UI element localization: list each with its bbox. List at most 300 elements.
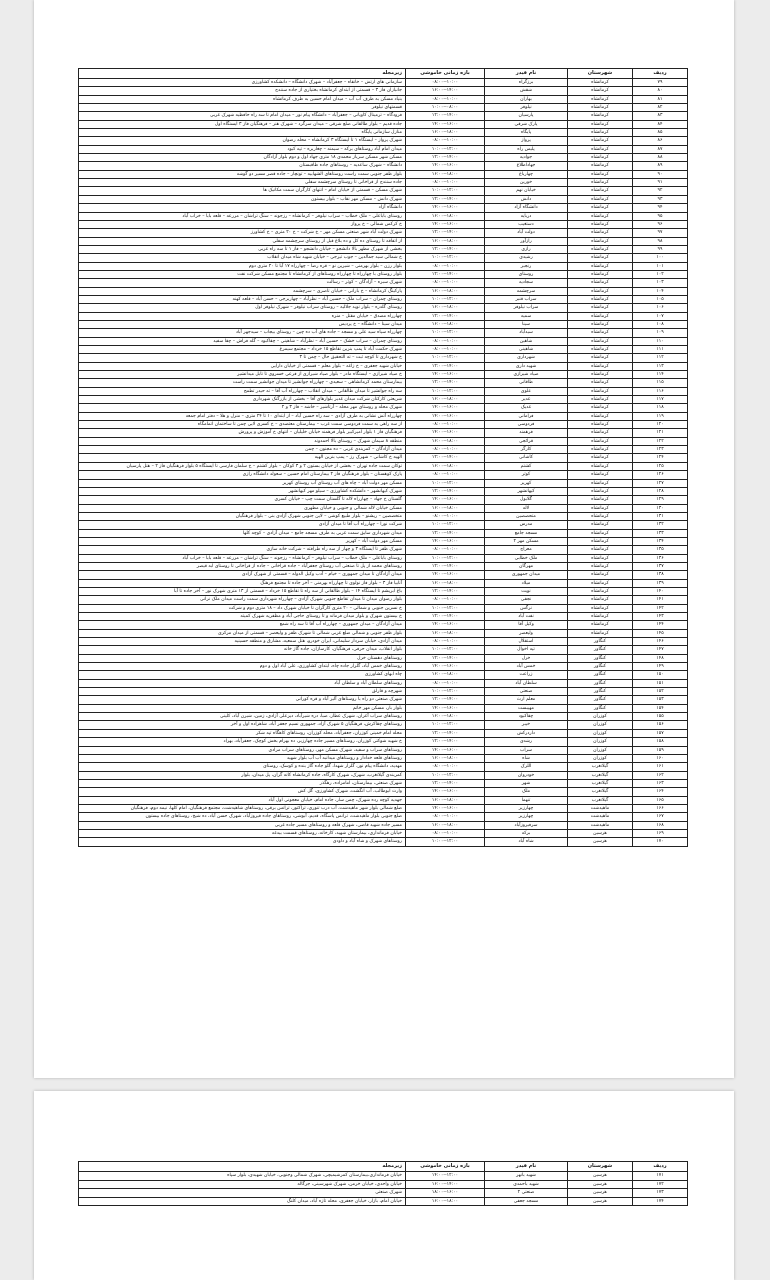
cell-row-number: ۱۵۷ bbox=[633, 729, 688, 737]
cell-route: خیابان امام، بازار، خیابان جعفری، محله تازه آباد، میدان کلنگ bbox=[79, 1197, 406, 1206]
table-row bbox=[79, 654, 688, 662]
cell-route: شهرک صنعتی، بیمارستان، امامزاده، رهگذر bbox=[79, 779, 406, 787]
cell-route: شرکت نورا – چهارراه آب آقا تا میدان آزادی bbox=[79, 521, 406, 529]
cell-city: کرمانشاه bbox=[568, 579, 633, 587]
cell-city: کرمانشاه bbox=[568, 546, 633, 554]
cell-route: شهرک دانش – مسکن مهر نقاب – بلوار بیستون bbox=[79, 195, 406, 203]
cell-row-number: ۱۴۰ bbox=[633, 587, 688, 595]
cell-feeder: غدیک bbox=[485, 404, 568, 412]
cell-feeder: مسجد جعفی bbox=[485, 1197, 568, 1206]
cell-row-number: ۹۳ bbox=[633, 195, 688, 203]
cell-city: کرمانشاه bbox=[568, 254, 633, 262]
cell-feeder: سرفیروزآباد bbox=[485, 821, 568, 829]
table-row bbox=[79, 95, 688, 103]
cell-route: روستاهای شهرک و شاه آباد و داودی bbox=[79, 838, 406, 846]
cell-row-number: ۱۱۴ bbox=[633, 371, 688, 379]
cell-time: ۱۰:۰۰--۰۸:۰۰ bbox=[406, 471, 485, 479]
cell-time: ۱۴:۰۰--۱۲:۰۰ bbox=[406, 454, 485, 462]
cell-feeder: بهاران bbox=[485, 95, 568, 103]
cell-time: ۱۲:۰۰--۱۰:۰۰ bbox=[406, 554, 485, 562]
cell-route: بنیاد مسکن به طرف آب آب – میدان امام حسین به طرف کرمانشاه bbox=[79, 95, 406, 103]
cell-feeder: تنهما bbox=[485, 796, 568, 804]
cell-feeder: استقلال bbox=[485, 638, 568, 646]
cell-route: خیابان شهید جعفری – خ زاغه – بلوار معلم – قسمتی از خیابان دارایی bbox=[79, 362, 406, 370]
cell-city: ماهیدشت bbox=[568, 813, 633, 821]
cell-city: کرمانشاه bbox=[568, 446, 633, 454]
cell-city: کرمانشاه bbox=[568, 129, 633, 137]
cell-feeder: کارگر bbox=[485, 446, 568, 454]
cell-route: پارک کوهستان – بلوار فرهنگیان فاز ۲ بیمارستان امام حسین – سعولد دانشگاه رازی bbox=[79, 471, 406, 479]
cell-time: ۱۴:۰۰--۱۲:۰۰ bbox=[406, 154, 485, 162]
cell-route: خ کرکس شمالی – خ پرواز bbox=[79, 220, 406, 228]
cell-route: روستاهای خمس آباد، گلزار جاده چاه، ابتدای کشاورزی، علی آباد اول و دوم bbox=[79, 663, 406, 671]
cell-time: ۱۲:۰۰--۱۰:۰۰ bbox=[406, 521, 485, 529]
cell-feeder: کشتم bbox=[485, 462, 568, 470]
cell-route: شهرچه و قارلق bbox=[79, 688, 406, 696]
cell-row-number: ۱۰۵ bbox=[633, 295, 688, 303]
cell-route: میدان آزادی، خیابان سردار سلیمانی، ایران خودرو، هتل سمعیه، مشارق و منطقه حسینیه bbox=[79, 638, 406, 646]
cell-route: خیابان فرمانداری،بیمارستان کمرشیمیچی، شهرک شمالی وجنوبی، خیابان شهیدی، بلوار سپاه bbox=[79, 1172, 406, 1181]
cell-time: ۱۶:۰۰--۱۸:۰۰ bbox=[406, 1189, 485, 1198]
table-body bbox=[79, 79, 688, 847]
cell-time: ۱۶:۰۰--۱۴:۰۰ bbox=[406, 412, 485, 420]
cell-feeder: سراب نیلوفر bbox=[485, 304, 568, 312]
cell-route: سازمانی های ارتش – خانقاه – جعفرآباد – شهرک دانشگاه – دانشکده کشاورزی bbox=[79, 79, 406, 87]
cell-city: کرمانشاه bbox=[568, 79, 633, 87]
cell-feeder: کهریز bbox=[485, 479, 568, 487]
cell-time: ۱۰:۰۰--۰۸:۰۰ bbox=[406, 446, 485, 454]
cell-row-number: ۱۴۳ bbox=[633, 613, 688, 621]
cell-time: ۱۰:۰۰--۰۸:۰۰ bbox=[406, 813, 485, 821]
table-row bbox=[79, 145, 688, 153]
cell-time: ۱۶:۰۰--۱۴:۰۰ bbox=[406, 663, 485, 671]
cell-feeder: خودروان bbox=[485, 771, 568, 779]
table-row bbox=[79, 604, 688, 612]
table-row bbox=[79, 646, 688, 654]
cell-route: جاده سنندج از قراخانی تا روستای سرچشمه سفلی bbox=[79, 179, 406, 187]
cell-feeder: خمس آباد bbox=[485, 663, 568, 671]
cell-time: ۱۸:۰۰--۱۶:۰۰ bbox=[406, 754, 485, 762]
table-header-row bbox=[79, 69, 688, 79]
cell-row-number: ۱۴۴ bbox=[633, 621, 688, 629]
cell-row-number: ۸۳ bbox=[633, 112, 688, 120]
cell-feeder: رشدی bbox=[485, 738, 568, 746]
cell-city: کرمانشاه bbox=[568, 329, 633, 337]
cell-city: کرمانشاه bbox=[568, 187, 633, 195]
cell-city: کوزران bbox=[568, 754, 633, 762]
outage-schedule-table bbox=[78, 68, 688, 847]
cell-city: کوزران bbox=[568, 721, 633, 729]
table-row bbox=[79, 804, 688, 812]
cell-row-number: ۱۱۰ bbox=[633, 337, 688, 345]
document-page-1 bbox=[34, 0, 734, 1078]
cell-feeder: مسکن مهر ۲ bbox=[485, 537, 568, 545]
cell-row-number: ۸۹ bbox=[633, 162, 688, 170]
cell-row-number: ۱۳۴ bbox=[633, 537, 688, 545]
cell-city: هرسین bbox=[568, 1180, 633, 1189]
cell-city: کرمانشاه bbox=[568, 396, 633, 404]
cell-city: کرمانشاه bbox=[568, 462, 633, 470]
cell-route: جهدیه کوچه رده شهرک، چمن سار، جاده امام، خیابان معجونی اول آباد bbox=[79, 796, 406, 804]
cell-route: میدان شهرداری سایق سمت غربی به طرف مسجد جامع – میدان آزادی – کوچه کلها bbox=[79, 529, 406, 537]
cell-row-number: ۱۵۱ bbox=[633, 679, 688, 687]
table-row bbox=[79, 112, 688, 120]
cell-feeder: کیهانشهر bbox=[485, 487, 568, 495]
cell-time: ۱۲:۰۰--۱۰:۰۰ bbox=[406, 295, 485, 303]
cell-feeder: سراب قنبر bbox=[485, 295, 568, 303]
cell-route: دانشگاه آزاد bbox=[79, 204, 406, 212]
cell-feeder: زراعت bbox=[485, 671, 568, 679]
cell-route: شهرک صنعتی bbox=[79, 1189, 406, 1198]
table-row bbox=[79, 371, 688, 379]
cell-row-number: ۱۳۶ bbox=[633, 554, 688, 562]
table-row bbox=[79, 638, 688, 646]
cell-time: ۱۴:۰۰--۱۲:۰۰ bbox=[406, 729, 485, 737]
cell-route: شهرک دولت آباد شهر صنعتی مسکن مهر – خ شرکت – خ ۲۰ متری – خ کشاورز bbox=[79, 229, 406, 237]
table-row bbox=[79, 204, 688, 212]
cell-feeder: چهارباغ bbox=[485, 170, 568, 178]
cell-row-number: ۱۲۱ bbox=[633, 429, 688, 437]
cell-time: ۱۴:۰۰--۱۶:۰۰ bbox=[406, 1180, 485, 1189]
cell-feeder: گلابول bbox=[485, 496, 568, 504]
table-row bbox=[79, 1189, 688, 1198]
cell-time: ۱۶:۰۰--۱۴:۰۰ bbox=[406, 537, 485, 545]
table-row bbox=[79, 279, 688, 287]
cell-city: کرمانشاه bbox=[568, 421, 633, 429]
cell-time: ۱۲:۰۰--۱۰:۰۰ bbox=[406, 187, 485, 195]
cell-city: کرمانشاه bbox=[568, 154, 633, 162]
cell-time: ۱۴:۰۰--۱۲:۰۰ bbox=[406, 613, 485, 621]
cell-time: ۱۴:۰۰--۱۲:۰۰ bbox=[406, 195, 485, 203]
cell-route: مسیر جاده شهید قاضی، شهرک قلعه و روستاهای مسیر جاده غربی bbox=[79, 821, 406, 829]
cell-city: کرمانشاه bbox=[568, 496, 633, 504]
cell-city: کرمانشاه bbox=[568, 587, 633, 595]
cell-time: ۱۴:۰۰--۱۲:۰۰ bbox=[406, 112, 485, 120]
table-row bbox=[79, 379, 688, 387]
cell-row-number: ۱۶۹ bbox=[633, 829, 688, 837]
cell-row-number: ۱۳۳ bbox=[633, 529, 688, 537]
cell-route: باغ ابریشم تا ایستگاه ۱۴ – بلوار طالقانی از سه راه تا تقاطع ۱۵ خرداد – قسمتی از ۱۳ متری شهرک نور – آخر جاده تا آبا bbox=[79, 587, 406, 595]
table-row bbox=[79, 245, 688, 253]
cell-feeder: ملک bbox=[485, 788, 568, 796]
table-row bbox=[79, 429, 688, 437]
cell-route: مسکن مهر دولت آباد – چاه های آب روستای آب روستای کهریز bbox=[79, 479, 406, 487]
cell-city: کرمانشاه bbox=[568, 537, 633, 545]
table-row bbox=[79, 713, 688, 721]
cell-city: هرسین bbox=[568, 1172, 633, 1181]
cell-feeder: خیابان نهم bbox=[485, 187, 568, 195]
cell-time: ۱۴:۰۰--۱۲:۰۰ bbox=[406, 562, 485, 570]
table-row bbox=[79, 1197, 688, 1206]
cell-city: گیلانغرب bbox=[568, 763, 633, 771]
cell-feeder: اللرک bbox=[485, 763, 568, 771]
cell-route: روستای چمران – سراب ملک – حسین آباد – نظرآباد – چهاربرجی – حسن آباد – قلعه کهنه bbox=[79, 295, 406, 303]
table-row bbox=[79, 829, 688, 837]
cell-time: ۱۰:۰۰--۰۸:۰۰ bbox=[406, 829, 485, 837]
cell-time: ۱۶:۰۰--۱۴:۰۰ bbox=[406, 429, 485, 437]
cell-row-number: ۸۸ bbox=[633, 154, 688, 162]
cell-city: کرمانشاه bbox=[568, 487, 633, 495]
cell-city: کرمانشاه bbox=[568, 145, 633, 153]
cell-route: سه راه جوانشیر تا میدان طالقانی – میدان انقلاب – چهارراه آب آقا – ته حیدر تطمح bbox=[79, 387, 406, 395]
cell-time: ۱۸:۰۰--۱۶:۰۰ bbox=[406, 237, 485, 245]
table-row bbox=[79, 437, 688, 445]
cell-route: میدان سینا – دانشگاه – خ پردیس bbox=[79, 320, 406, 328]
cell-feeder: شهرداری bbox=[485, 354, 568, 362]
cell-time: ۱۶:۰۰--۱۴:۰۰ bbox=[406, 220, 485, 228]
cell-city: کوزران bbox=[568, 746, 633, 754]
cell-city: کرمانشاه bbox=[568, 554, 633, 562]
cell-city: کرمانشاه bbox=[568, 379, 633, 387]
cell-row-number: ۱۳۸ bbox=[633, 571, 688, 579]
cell-feeder: غدیر bbox=[485, 396, 568, 404]
cell-route: بلوار رزن – بلوار بهرمنی – شیرین نو – قره رضا – چهارراه ۱۷ آبا تا ۲۰ متری دوم bbox=[79, 262, 406, 270]
cell-feeder: برزگراه bbox=[485, 79, 568, 87]
cell-feeder: دولت آباد bbox=[485, 229, 568, 237]
cell-row-number: ۹۹ bbox=[633, 245, 688, 253]
cell-time: ۱۰:۰۰--۰۸:۰۰ bbox=[406, 679, 485, 687]
cell-time: ۱۴:۰۰--۱۲:۰۰ bbox=[406, 696, 485, 704]
cell-feeder: نیلوفر bbox=[485, 104, 568, 112]
cell-time: ۱۸:۰۰--۱۶:۰۰ bbox=[406, 287, 485, 295]
table-row bbox=[79, 162, 688, 170]
cell-row-number: ۱۱۹ bbox=[633, 412, 688, 420]
cell-row-number: ۹۴ bbox=[633, 204, 688, 212]
cell-city: کنگاور bbox=[568, 671, 633, 679]
table-row bbox=[79, 287, 688, 295]
cell-city: کرمانشاه bbox=[568, 571, 633, 579]
cell-city: کرمانشاه bbox=[568, 521, 633, 529]
table-row bbox=[79, 621, 688, 629]
cell-row-number: ۱۱۷ bbox=[633, 396, 688, 404]
cell-row-number: ۱۶۸ bbox=[633, 821, 688, 829]
cell-city: کنگاور bbox=[568, 663, 633, 671]
cell-city: کرمانشاه bbox=[568, 229, 633, 237]
cell-city: کرمانشاه bbox=[568, 604, 633, 612]
table-row bbox=[79, 788, 688, 796]
table-row bbox=[79, 387, 688, 395]
cell-feeder: شاهین bbox=[485, 337, 568, 345]
cell-city: هرسین bbox=[568, 838, 633, 846]
cell-time: ۱۶:۰۰--۱۴:۰۰ bbox=[406, 120, 485, 128]
cell-time: ۱۴:۰۰--۱۲:۰۰ bbox=[406, 379, 485, 387]
table-row bbox=[79, 521, 688, 529]
cell-row-number: ۱۰۹ bbox=[633, 329, 688, 337]
cell-row-number: ۱۵۴ bbox=[633, 704, 688, 712]
cell-city: کرمانشاه bbox=[568, 212, 633, 220]
table-row bbox=[79, 212, 688, 220]
cell-route: بلوار ظفر جنوبی سمت راست روستاهای الشهابیه – تونچار – جاده قصر مسیر دو گوشه bbox=[79, 170, 406, 178]
cell-feeder: سیدآباد bbox=[485, 329, 568, 337]
cell-row-number: ۱۰۷ bbox=[633, 312, 688, 320]
cell-city: کنگاور bbox=[568, 704, 633, 712]
outage-schedule-table-continued bbox=[78, 1161, 688, 1206]
cell-time: ۱۸:۰۰--۱۶:۰۰ bbox=[406, 129, 485, 137]
header-time: بازه زمانی خاموشی bbox=[406, 69, 485, 79]
cell-row-number: ۸۲ bbox=[633, 104, 688, 112]
cell-route: محله امام خمینی کوزران، جعفرآباد، محله کوزران، روستاهای کاهگاه تپه شکر bbox=[79, 729, 406, 737]
cell-feeder: برکه bbox=[485, 829, 568, 837]
table-row bbox=[79, 821, 688, 829]
cell-route: شهرک مسکن – قسمتی از خیابان امام – انتهای کارگران سمت مکانیک ها bbox=[79, 187, 406, 195]
cell-city: کرمانشاه bbox=[568, 504, 633, 512]
cell-row-number: ۱۰۸ bbox=[633, 320, 688, 328]
cell-row-number: ۹۱ bbox=[633, 179, 688, 187]
cell-time: ۱۶:۰۰--۱۴:۰۰ bbox=[406, 404, 485, 412]
cell-route: شریعتی کارکنان شرکت میدان غدیر بلوارهای آقا – بخشی از بازرگنک شهرداری bbox=[79, 396, 406, 404]
cell-time: ۱۸:۰۰--۱۶:۰۰ bbox=[406, 671, 485, 679]
cell-row-number: ۸۶ bbox=[633, 137, 688, 145]
cell-route: منطقه ۸ سیمان شهرک – روستای بالا احمدوند bbox=[79, 437, 406, 445]
cell-city: کرمانشاه bbox=[568, 371, 633, 379]
cell-row-number: ۱۶۴ bbox=[633, 788, 688, 796]
cell-feeder: صنعتی bbox=[485, 688, 568, 696]
table-row bbox=[79, 613, 688, 621]
cell-city: گیلانغرب bbox=[568, 771, 633, 779]
cell-route: روستاهای دهستان خزل bbox=[79, 654, 406, 662]
cell-feeder: ولیعصر bbox=[485, 629, 568, 637]
header-route: زیرمجله bbox=[79, 69, 406, 79]
cell-time: ۱۶:۰۰--۱۴:۰۰ bbox=[406, 204, 485, 212]
cell-route: از سه راهی به سمت فردوسی سمت غرب – بیمارستان معتضدی – خ کسری لایی چمن تا ساختمان اتمامگاه bbox=[79, 421, 406, 429]
header-feeder: نام فیدر bbox=[485, 69, 568, 79]
cell-row-number: ۱۴۲ bbox=[633, 604, 688, 612]
cell-row-number: ۱۴۵ bbox=[633, 629, 688, 637]
cell-route: روستای باباعلی – ملک خطاب – سراب نیلوفر – کرمانشاه – رزجوند – سنگ تراشان – مزرعه – قلعه بابا – خراب آباد bbox=[79, 554, 406, 562]
table-row bbox=[79, 779, 688, 787]
table-row bbox=[79, 270, 688, 278]
cell-route: خ شهرداری تا کوچه ثبت – ته التحقیق حال – چمن تا ۳ bbox=[79, 354, 406, 362]
table-row bbox=[79, 412, 688, 420]
table-row bbox=[79, 571, 688, 579]
document-page-2 bbox=[34, 1091, 734, 1280]
cell-city: کرمانشاه bbox=[568, 287, 633, 295]
table-row bbox=[79, 104, 688, 112]
cell-time: ۱۸:۰۰--۱۶:۰۰ bbox=[406, 396, 485, 404]
cell-time: ۱۸:۰۰--۱۶:۰۰ bbox=[406, 504, 485, 512]
cell-feeder: مهرگان bbox=[485, 562, 568, 570]
cell-time: ۱۴:۰۰--۱۶:۰۰ bbox=[406, 87, 485, 95]
table-row bbox=[79, 1180, 688, 1189]
cell-time: ۱۶:۰۰--۱۴:۰۰ bbox=[406, 571, 485, 579]
cell-row-number: ۱۶۰ bbox=[633, 754, 688, 762]
header-row-number: ردیف bbox=[633, 1162, 688, 1172]
cell-feeder: مدرس bbox=[485, 521, 568, 529]
cell-row-number: ۱۶۱ bbox=[633, 763, 688, 771]
cell-row-number: ۱۱۲ bbox=[633, 354, 688, 362]
cell-feeder: لاله bbox=[485, 504, 568, 512]
table-row bbox=[79, 229, 688, 237]
cell-city: کرمانشاه bbox=[568, 87, 633, 95]
cell-feeder: رازی bbox=[485, 245, 568, 253]
table-row bbox=[79, 79, 688, 87]
cell-route: خ نسرین جنوبی و شمالی – ۲۰ متری کارگران تا خیابان شهرک داد – ۱۸ متری دوم و شرکت bbox=[79, 604, 406, 612]
cell-time: ۱۸:۰۰--۱۶:۰۰ bbox=[406, 796, 485, 804]
cell-city: کنگاور bbox=[568, 646, 633, 654]
table-row bbox=[79, 496, 688, 504]
cell-time: ۱۰:۰۰--۰۸:۰۰ bbox=[406, 279, 485, 287]
cell-row-number: ۱۰۰ bbox=[633, 254, 688, 262]
cell-feeder: صنعتی ۲ bbox=[485, 1189, 568, 1198]
cell-route: شهرک سبزه – آزادگان – کوثر – رسالت bbox=[79, 279, 406, 287]
cell-route: خ شمالی سید جمالدین – جوب تیرجی – خیابان شهید شاه میدان انقلاب bbox=[79, 254, 406, 262]
cell-feeder: مهیبست bbox=[485, 704, 568, 712]
cell-city: کرمانشاه bbox=[568, 295, 633, 303]
cell-feeder: سجادیه bbox=[485, 279, 568, 287]
cell-row-number: ۹۷ bbox=[633, 229, 688, 237]
cell-time: ۱۴:۰۰--۱۲:۰۰ bbox=[406, 362, 485, 370]
cell-row-number: ۱۴۷ bbox=[633, 646, 688, 654]
cell-row-number: ۱۲۶ bbox=[633, 471, 688, 479]
cell-row-number: ۹۸ bbox=[633, 237, 688, 245]
cell-route: کمربندی گیلانغرب، شهرک، شهرک کارگاه، جاده کرمانشاه کانه گران، پل میدان، بلوار bbox=[79, 771, 406, 779]
table-header-row bbox=[79, 1162, 688, 1172]
cell-city: کرمانشاه bbox=[568, 112, 633, 120]
table-row bbox=[79, 295, 688, 303]
cell-feeder: پارک شرقی bbox=[485, 120, 568, 128]
cell-time: ۱۲:۰۰--۱۰:۰۰ bbox=[406, 838, 485, 846]
table-row bbox=[79, 504, 688, 512]
cell-route: بخشی از شهرک مطهر بالا دانشجو – خیابان دانشجو – فاز ۱ تا سه راه غربی bbox=[79, 245, 406, 253]
table-row bbox=[79, 754, 688, 762]
cell-city: کرمانشاه bbox=[568, 404, 633, 412]
cell-row-number: ۸۱ bbox=[633, 95, 688, 103]
cell-route: چهارراه سیاه سید علی و مسجد – جاده های آب ده چین – روستای بیجاب – سیدجهر آباد bbox=[79, 329, 406, 337]
cell-feeder: متحصصین bbox=[485, 512, 568, 520]
cell-time: ۱۸:۰۰--۱۶:۰۰ bbox=[406, 462, 485, 470]
cell-route: شهرک حکمت آباد تا پمپ بنزین تقاطع ۱۵ خرداد – مجتمع سیمرغ bbox=[79, 346, 406, 354]
cell-feeder: میلاد bbox=[485, 579, 568, 587]
cell-time: ۱۰:۰۰--۰۸:۰۰ bbox=[406, 179, 485, 187]
cell-time: ۱۰:۰۰--۰۸:۰۰ bbox=[406, 79, 485, 87]
cell-row-number: ۱۳۷ bbox=[633, 562, 688, 570]
cell-feeder: شاهینی bbox=[485, 346, 568, 354]
cell-route: خ صیاد شیرازی – ایستگاه مادر – بلوار صیاد شیرازی از فرعی خسروی تا تابل میدانشیر bbox=[79, 371, 406, 379]
cell-time: ۱۰:۰۰--۰۸:۰۰ bbox=[406, 262, 485, 270]
cell-feeder: طاقانی bbox=[485, 379, 568, 387]
cell-feeder: پرواز bbox=[485, 137, 568, 145]
cell-route: منازل سازمانی پایگاه bbox=[79, 129, 406, 137]
cell-route: میدان امام آباد روستاهای برکه – سیمنه – چغاربره – تپه کبود bbox=[79, 145, 406, 153]
cell-city: کوزران bbox=[568, 713, 633, 721]
table-row bbox=[79, 1172, 688, 1181]
table-row bbox=[79, 696, 688, 704]
cell-feeder: میدان جمهوری bbox=[485, 571, 568, 579]
table-row bbox=[79, 771, 688, 779]
cell-route: خیابان فرمانداری، بیمارستان شهید، کارخانه، روستاهای قسمت بیدغه bbox=[79, 829, 406, 837]
table-body bbox=[79, 1172, 688, 1206]
cell-feeder: شهر bbox=[485, 779, 568, 787]
cell-time: ۱۴:۰۰--۱۲:۰۰ bbox=[406, 487, 485, 495]
cell-route: روستاهای سلطان آباد و سلطان آباد bbox=[79, 679, 406, 687]
cell-route: دانشگاه – شهرک ساعدیه – روستاهای جاده طاقبستان bbox=[79, 162, 406, 170]
table-row bbox=[79, 579, 688, 587]
cell-city: کرمانشاه bbox=[568, 170, 633, 178]
cell-row-number: ۹۵ bbox=[633, 212, 688, 220]
table-row bbox=[79, 329, 688, 337]
cell-route: روستای چمران – سراب خشک – حسین آباد – نظرآباد – شاهینی – چقاکبود – گله فراش – چقا سفید bbox=[79, 337, 406, 345]
cell-feeder: نوبت bbox=[485, 587, 568, 595]
cell-city: هرسین bbox=[568, 829, 633, 837]
table-row bbox=[79, 721, 688, 729]
table-row bbox=[79, 129, 688, 137]
cell-feeder: چهارزبر bbox=[485, 804, 568, 812]
cell-city: کرمانشاه bbox=[568, 362, 633, 370]
cell-city: کرمانشاه bbox=[568, 346, 633, 354]
cell-row-number: ۱۷۳ bbox=[633, 1189, 688, 1198]
cell-route: میدان آزادگان – کمربندی غربی – ده مجنون – چمن bbox=[79, 446, 406, 454]
cell-city: کرمانشاه bbox=[568, 354, 633, 362]
